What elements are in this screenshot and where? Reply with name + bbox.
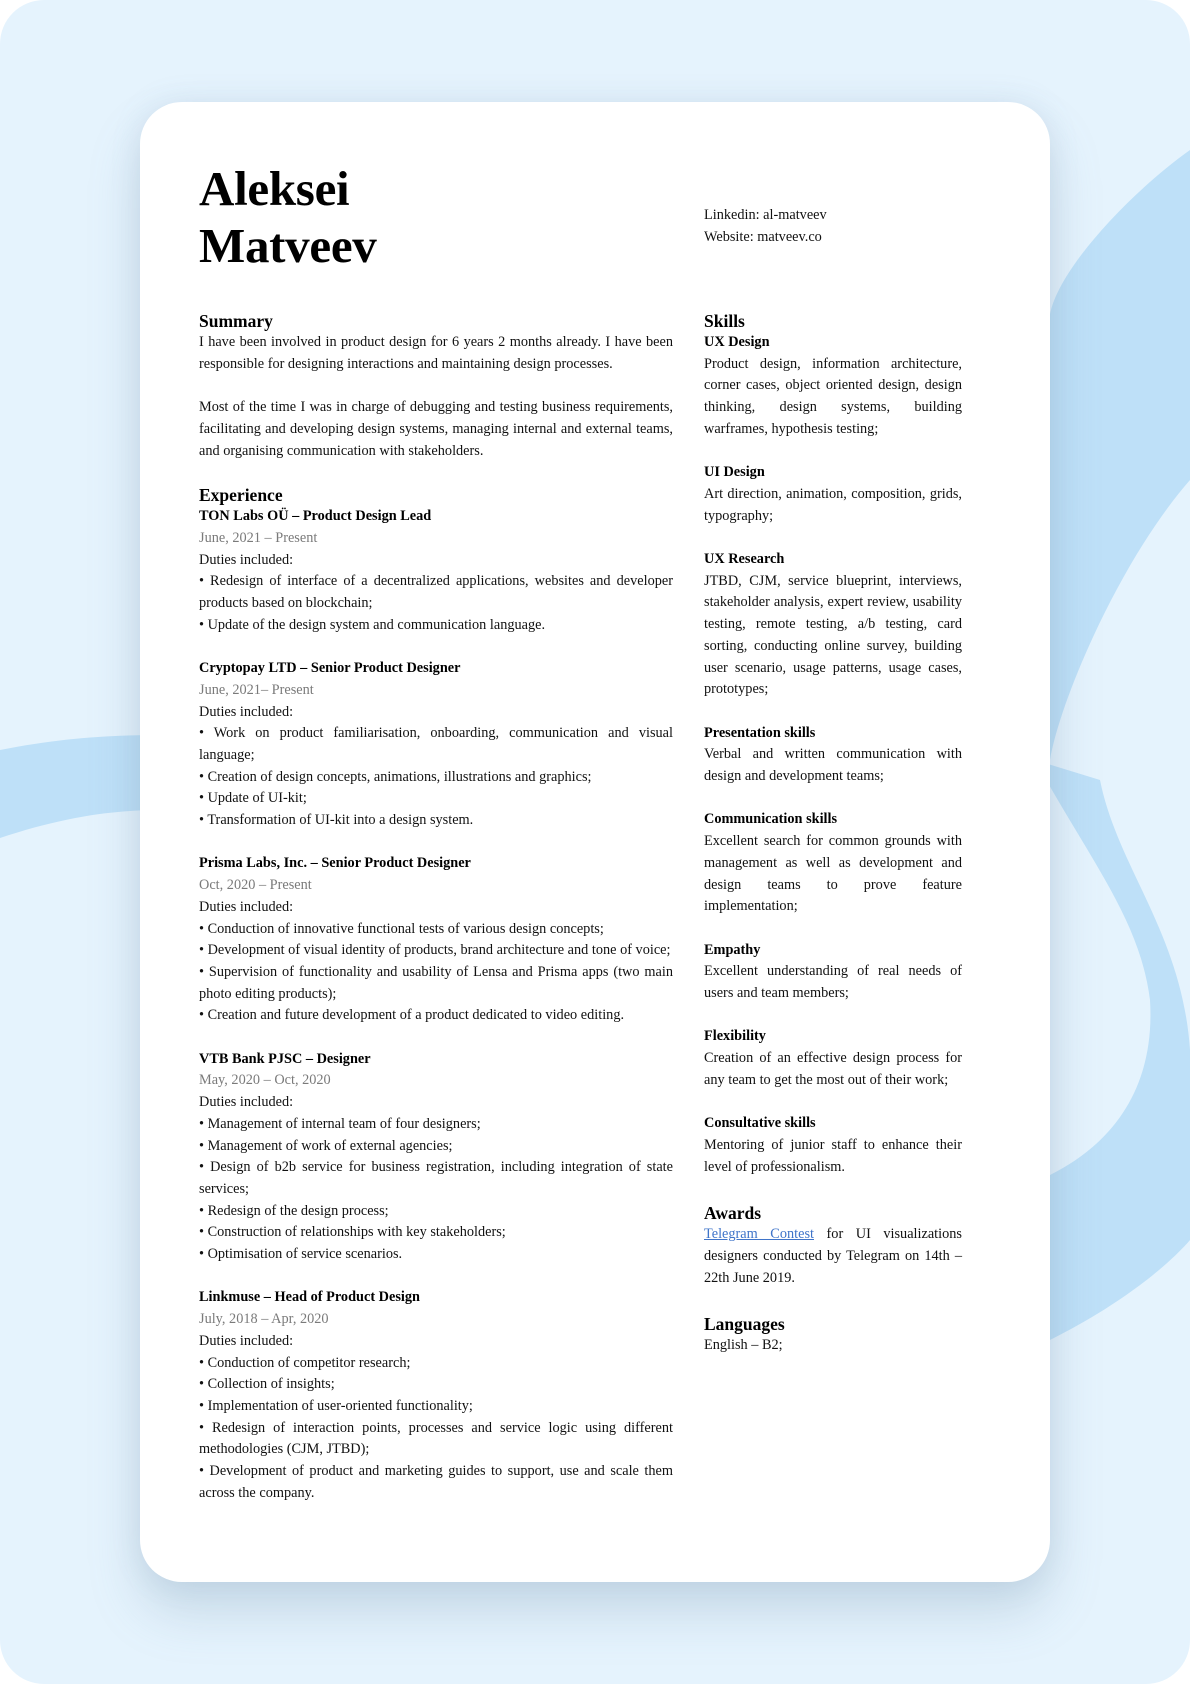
duty-item: • Creation of design concepts, animations, illustrations and graphics;: [199, 768, 592, 785]
resume-card: [140, 102, 1050, 1582]
candidate-name: Aleksei Matveev: [199, 161, 377, 273]
duty-item: • Update of UI-kit;: [199, 790, 307, 807]
duties-label: Duties included:: [199, 1332, 294, 1349]
duty-item: • Supervision of functionality and usability of Lensa and Prisma apps (two main photo editing products);: [199, 963, 673, 1002]
job-entry: [199, 853, 673, 1027]
duty-item: • Redesign of interaction points, processes and service logic using different methodologies (CJM, JTBD);: [199, 1419, 673, 1458]
skill-name: UX Design: [704, 334, 770, 350]
job-dates: June, 2021– Present: [199, 681, 314, 698]
skill-group: [704, 549, 962, 701]
duty-item: • Implementation of user-oriented functionality;: [199, 1397, 473, 1414]
skill-description: Verbal and written communication with design and development teams;: [704, 746, 962, 785]
skill-name: Communication skills: [704, 811, 838, 828]
skill-description: Excellent understanding of real needs of users and team members;: [704, 963, 962, 1002]
skill-group: [704, 1026, 962, 1091]
summary-section: [199, 310, 673, 462]
job-title: Cryptopay LTD – Senior Product Designer: [199, 660, 461, 677]
duty-item: • Collection of insights;: [199, 1376, 335, 1393]
skill-name: Empathy: [704, 941, 761, 958]
skill-group: [704, 462, 962, 527]
summary-paragraph: I have been involved in product design for 6 years 2 months already. I have been responsible for designing interactions and maintaining design processes.: [199, 334, 673, 372]
duties-label: Duties included:: [199, 703, 294, 720]
duty-item: • Update of the design system and communication language.: [199, 616, 546, 633]
duty-item: • Management of internal team of four designers;: [199, 1115, 481, 1132]
job-entry: [199, 1049, 673, 1266]
language-item: English – B2;: [704, 1337, 783, 1354]
skill-description: Excellent search for common grounds with management as well as development and design teams to prove feature implementation;: [704, 833, 962, 915]
awards-heading: Awards: [704, 1203, 762, 1224]
skill-group: [704, 332, 962, 441]
skill-description: Creation of an effective design process for any team to get the most out of their work;: [704, 1050, 962, 1088]
duty-item: • Conduction of innovative functional tests of various design concepts;: [199, 920, 604, 937]
skill-name: Consultative skills: [704, 1115, 816, 1132]
summary-paragraph: Most of the time I was in charge of debugging and testing business requirements, facilitating and developing design systems, managing internal and external teams, and organising communication with stakeholders.: [199, 399, 673, 459]
skill-description: JTBD, CJM, service blueprint, interviews, stakeholder analysis, expert review, usability testing, remote testing, a/b testing, card sorting, conducting online survey, building user scenario, usage patterns, usage cases, prototypes;: [704, 572, 962, 698]
languages-heading: Languages: [704, 1314, 785, 1335]
job-dates: July, 2018 – Apr, 2020: [199, 1311, 329, 1328]
experience-heading: Experience: [199, 485, 283, 506]
awards-section: [704, 1202, 962, 1289]
summary-heading: Summary: [199, 311, 273, 331]
duty-item: • Conduction of competitor research;: [199, 1354, 411, 1371]
job-entry: [199, 506, 673, 636]
telegram-contest-link[interactable]: Telegram Contest: [704, 1226, 814, 1243]
contact-info: [704, 205, 827, 248]
skill-description: Art direction, animation, composition, grids, typography;: [704, 485, 962, 524]
duty-item: • Design of b2b service for business registration, including integration of state services;: [199, 1159, 673, 1197]
job-title: TON Labs OÜ – Product Design Lead: [199, 508, 432, 525]
duties-label: Duties included:: [199, 1094, 294, 1111]
award-description: Telegram Contest for UI visualizations designers conducted by Telegram on 14th – 22th June 2019.: [704, 1226, 962, 1286]
skill-name: Flexibility: [704, 1028, 766, 1045]
skills-section: [704, 310, 962, 1178]
duty-item: • Development of product and marketing guides to support, use and scale them across the company.: [199, 1463, 673, 1501]
job-title: Linkmuse – Head of Product Design: [199, 1289, 420, 1306]
skill-description: Mentoring of junior staff to enhance their level of professionalism.: [704, 1136, 962, 1175]
duty-item: • Redesign of the design process;: [199, 1202, 389, 1219]
skill-description: Product design, information architecture, corner cases, object oriented design, design thinking, design systems, building warframes, hypothesis testing;: [704, 355, 962, 437]
job-title: Prisma Labs, Inc. – Senior Product Designer: [199, 855, 471, 872]
experience-section: [199, 484, 673, 1504]
skills-heading: Skills: [704, 311, 745, 331]
duty-item: • Optimisation of service scenarios.: [199, 1246, 403, 1263]
duties-label: Duties included:: [199, 898, 294, 915]
duties-label: Duties included:: [199, 551, 294, 568]
website-link[interactable]: Website: matveev.co: [704, 228, 822, 245]
skill-group: [704, 940, 962, 1005]
job-entry: [199, 658, 673, 832]
duty-item: • Transformation of UI-kit into a design system.: [199, 812, 474, 829]
skill-name: Presentation skills: [704, 724, 816, 741]
linkedin-link[interactable]: Linkedin: al-matveev: [704, 207, 827, 223]
duty-item: • Redesign of interface of a decentralized applications, websites and developer products based on blockchain;: [199, 573, 673, 612]
skill-group: [704, 809, 962, 918]
duty-item: • Work on product familiarisation, onboarding, communication and visual language;: [199, 725, 673, 763]
duty-item: • Management of work of external agencies;: [199, 1137, 453, 1154]
skill-group: [704, 1113, 962, 1178]
job-dates: June, 2021 – Present: [199, 529, 318, 546]
job-dates: Oct, 2020 – Present: [199, 877, 312, 894]
left-column: [199, 160, 673, 1504]
job-entry: [199, 1287, 673, 1504]
duty-item: • Construction of relationships with key stakeholders;: [199, 1224, 506, 1241]
job-title: VTB Bank PJSC – Designer: [199, 1050, 371, 1067]
duty-item: • Development of visual identity of products, brand architecture and tone of voice;: [199, 942, 671, 959]
skill-group: [704, 723, 962, 788]
job-dates: May, 2020 – Oct, 2020: [199, 1072, 331, 1089]
skill-name: UX Research: [704, 551, 785, 567]
duty-item: • Creation and future development of a product dedicated to video editing.: [199, 1007, 625, 1024]
skill-name: UI Design: [704, 464, 765, 481]
languages-section: [704, 1313, 962, 1357]
